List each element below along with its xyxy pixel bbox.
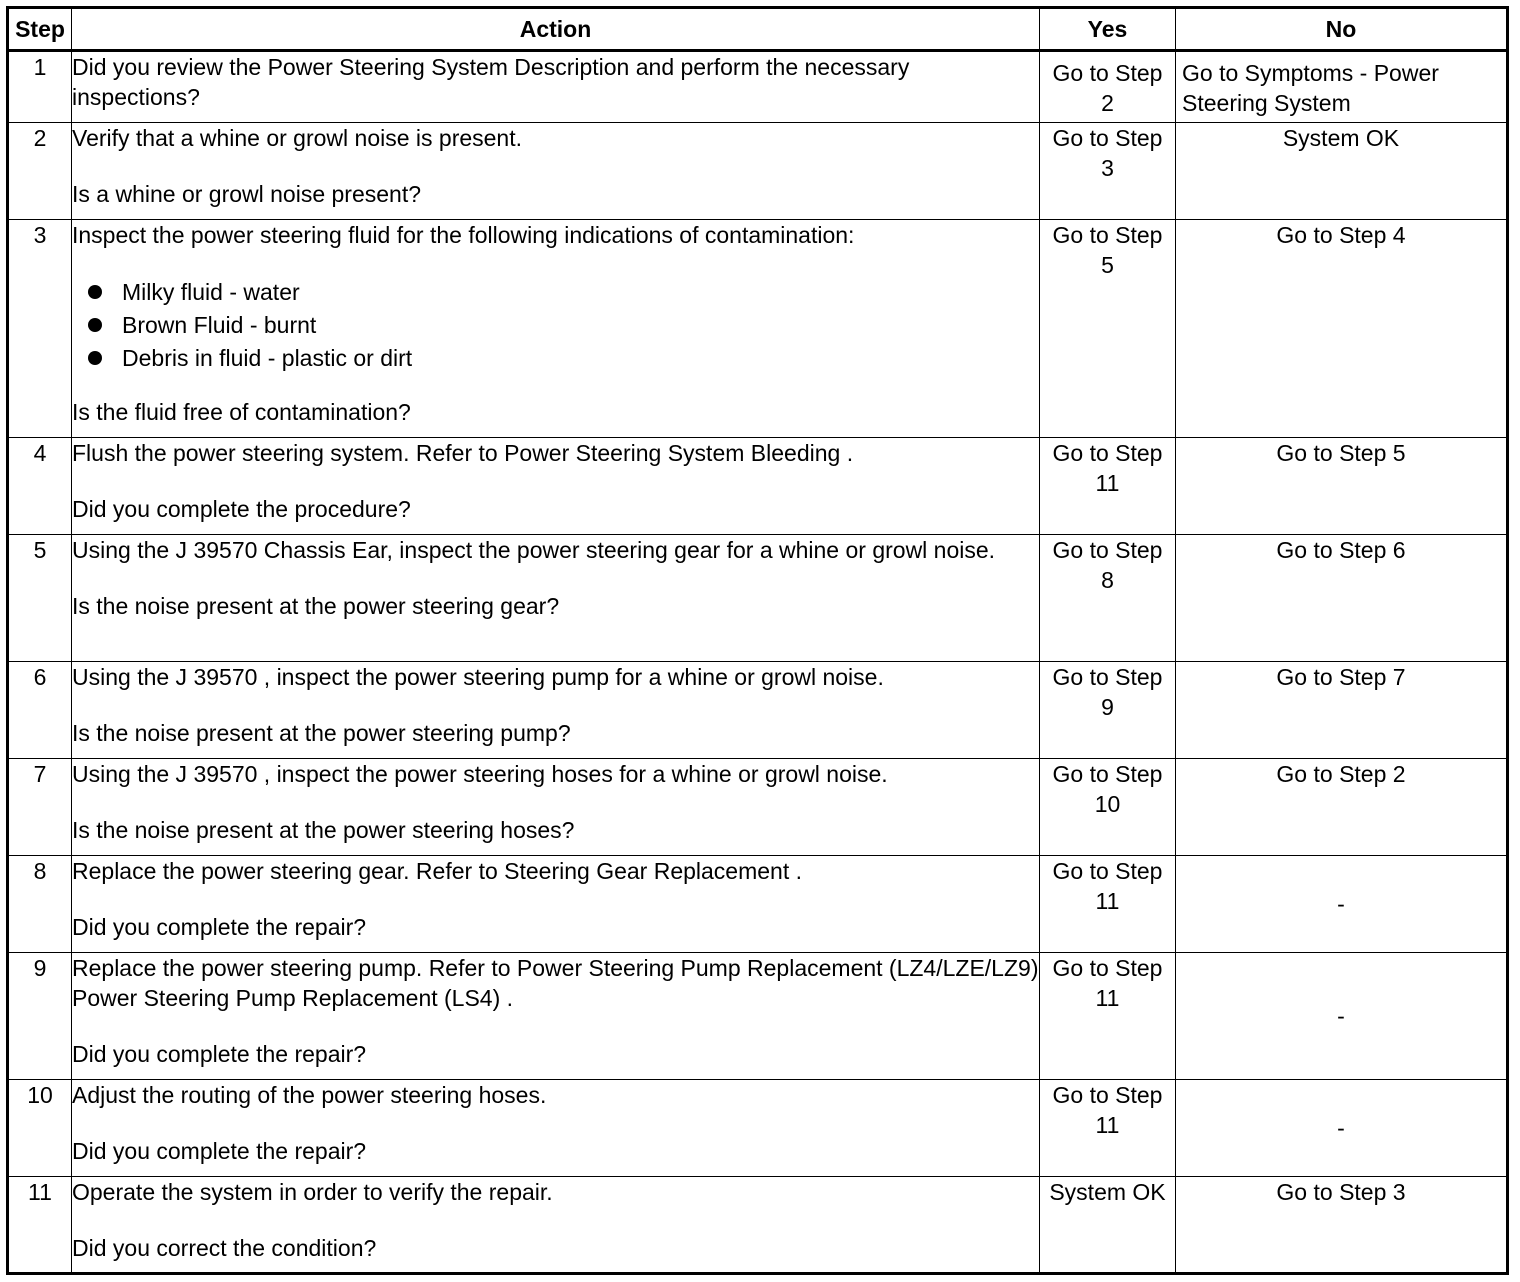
no-cell: Go to Step 3 bbox=[1176, 1177, 1508, 1274]
action-cell bbox=[72, 953, 1040, 1080]
yes-text: Go to Step 11 bbox=[1052, 440, 1163, 496]
question-text: Did you correct the condition? bbox=[72, 1235, 377, 1261]
yes-text: System OK bbox=[1049, 1179, 1166, 1205]
step-number: 11 bbox=[8, 1177, 72, 1274]
question-text: Did you complete the repair? bbox=[72, 1138, 367, 1164]
list-item: Milky fluid - water bbox=[88, 276, 1039, 309]
step-number: 8 bbox=[8, 856, 72, 953]
table-row bbox=[8, 856, 1508, 953]
action-text: Using the J 39570 , inspect the power steering hoses for a whine or growl noise. bbox=[72, 761, 888, 787]
header-step: Step bbox=[8, 8, 72, 51]
no-cell: Go to Step 5 bbox=[1176, 438, 1508, 535]
step-number: 4 bbox=[8, 438, 72, 535]
header-action: Action bbox=[72, 8, 1040, 51]
question-text: Is the noise present at the power steering pump? bbox=[72, 720, 571, 746]
no-cell: - bbox=[1176, 856, 1508, 953]
table-row bbox=[8, 535, 1508, 662]
yes-cell bbox=[1040, 759, 1176, 856]
table-row bbox=[8, 220, 1508, 438]
no-cell: - bbox=[1176, 953, 1508, 1080]
bullet-icon bbox=[88, 351, 102, 365]
yes-text: Go to Step 9 bbox=[1052, 664, 1163, 720]
yes-text: Go to Step 11 bbox=[1052, 1082, 1163, 1138]
question-text: Is the fluid free of contamination? bbox=[72, 399, 411, 425]
yes-cell bbox=[1040, 438, 1176, 535]
table-row bbox=[8, 123, 1508, 220]
action-cell bbox=[72, 51, 1040, 123]
action-cell bbox=[72, 1177, 1040, 1274]
table-row bbox=[8, 662, 1508, 759]
list-item: Brown Fluid - burnt bbox=[88, 309, 1039, 342]
yes-text: Go to Step 2 bbox=[1052, 60, 1163, 116]
action-text: Did you review the Power Steering System Description and perform the necessary inspections? bbox=[72, 54, 910, 110]
table-row bbox=[8, 1177, 1508, 1274]
yes-cell bbox=[1040, 1177, 1176, 1274]
yes-cell bbox=[1040, 51, 1176, 123]
header-yes: Yes bbox=[1040, 8, 1176, 51]
action-text: Replace the power steering gear. Refer to Steering Gear Replacement . bbox=[72, 858, 803, 884]
table-row bbox=[8, 438, 1508, 535]
yes-text: Go to Step 10 bbox=[1052, 761, 1163, 817]
step-number: 6 bbox=[8, 662, 72, 759]
action-cell bbox=[72, 759, 1040, 856]
yes-text: Go to Step 11 bbox=[1052, 858, 1163, 914]
yes-cell bbox=[1040, 953, 1176, 1080]
yes-cell bbox=[1040, 535, 1176, 662]
table-row bbox=[8, 51, 1508, 123]
action-text: Inspect the power steering fluid for the following indications of contamination: bbox=[72, 222, 855, 248]
no-cell: System OK bbox=[1176, 123, 1508, 220]
action-text: Replace the power steering pump. Refer to Power Steering Pump Replacement (LZ4/LZE/LZ9) Power Steering Pump Replacement (LS4) . bbox=[72, 955, 1039, 1011]
step-number: 2 bbox=[8, 123, 72, 220]
action-cell bbox=[72, 856, 1040, 953]
action-cell bbox=[72, 535, 1040, 662]
yes-text: Go to Step 3 bbox=[1052, 125, 1163, 181]
no-cell: Go to Step 6 bbox=[1176, 535, 1508, 662]
action-cell bbox=[72, 1080, 1040, 1177]
question-text: Is the noise present at the power steering gear? bbox=[72, 593, 560, 619]
table-row bbox=[8, 759, 1508, 856]
question-text: Is the noise present at the power steering hoses? bbox=[72, 817, 575, 843]
yes-text: Go to Step 5 bbox=[1052, 222, 1163, 278]
bullet-icon bbox=[88, 285, 102, 299]
action-cell bbox=[72, 123, 1040, 220]
table-row bbox=[8, 953, 1508, 1080]
yes-cell bbox=[1040, 856, 1176, 953]
action-text: Using the J 39570 Chassis Ear, inspect the power steering gear for a whine or growl noise. bbox=[72, 537, 996, 563]
question-text: Did you complete the repair? bbox=[72, 1041, 367, 1067]
yes-cell bbox=[1040, 662, 1176, 759]
action-text: Flush the power steering system. Refer to Power Steering System Bleeding . bbox=[72, 440, 854, 466]
diagnostic-table bbox=[6, 6, 1509, 1275]
no-cell: Go to Step 4 bbox=[1176, 220, 1508, 438]
yes-cell bbox=[1040, 220, 1176, 438]
header-no: No bbox=[1176, 8, 1508, 51]
action-text: Verify that a whine or growl noise is present. bbox=[72, 125, 523, 151]
action-cell bbox=[72, 220, 1040, 438]
bullet-icon bbox=[88, 318, 102, 332]
action-cell bbox=[72, 662, 1040, 759]
question-text: Is a whine or growl noise present? bbox=[72, 181, 422, 207]
question-text: Did you complete the procedure? bbox=[72, 496, 411, 522]
yes-cell bbox=[1040, 123, 1176, 220]
no-cell: Go to Step 2 bbox=[1176, 759, 1508, 856]
step-number: 10 bbox=[8, 1080, 72, 1177]
step-number: 9 bbox=[8, 953, 72, 1080]
action-cell bbox=[72, 438, 1040, 535]
step-number: 5 bbox=[8, 535, 72, 662]
yes-text: Go to Step 8 bbox=[1052, 537, 1163, 593]
question-text: Did you complete the repair? bbox=[72, 914, 367, 940]
table-row bbox=[8, 1080, 1508, 1177]
no-cell: Go to Symptoms - Power Steering System bbox=[1176, 51, 1508, 123]
yes-cell bbox=[1040, 1080, 1176, 1177]
action-text: Adjust the routing of the power steering hoses. bbox=[72, 1082, 547, 1108]
list-item: Debris in fluid - plastic or dirt bbox=[88, 342, 1039, 375]
step-number: 1 bbox=[8, 51, 72, 123]
no-cell: - bbox=[1176, 1080, 1508, 1177]
action-text: Operate the system in order to verify the repair. bbox=[72, 1179, 553, 1205]
step-number: 7 bbox=[8, 759, 72, 856]
header-row bbox=[8, 8, 1508, 51]
contamination-list bbox=[72, 276, 1039, 375]
step-number: 3 bbox=[8, 220, 72, 438]
action-text: Using the J 39570 , inspect the power steering pump for a whine or growl noise. bbox=[72, 664, 884, 690]
yes-text: Go to Step 11 bbox=[1052, 955, 1163, 1011]
no-cell: Go to Step 7 bbox=[1176, 662, 1508, 759]
